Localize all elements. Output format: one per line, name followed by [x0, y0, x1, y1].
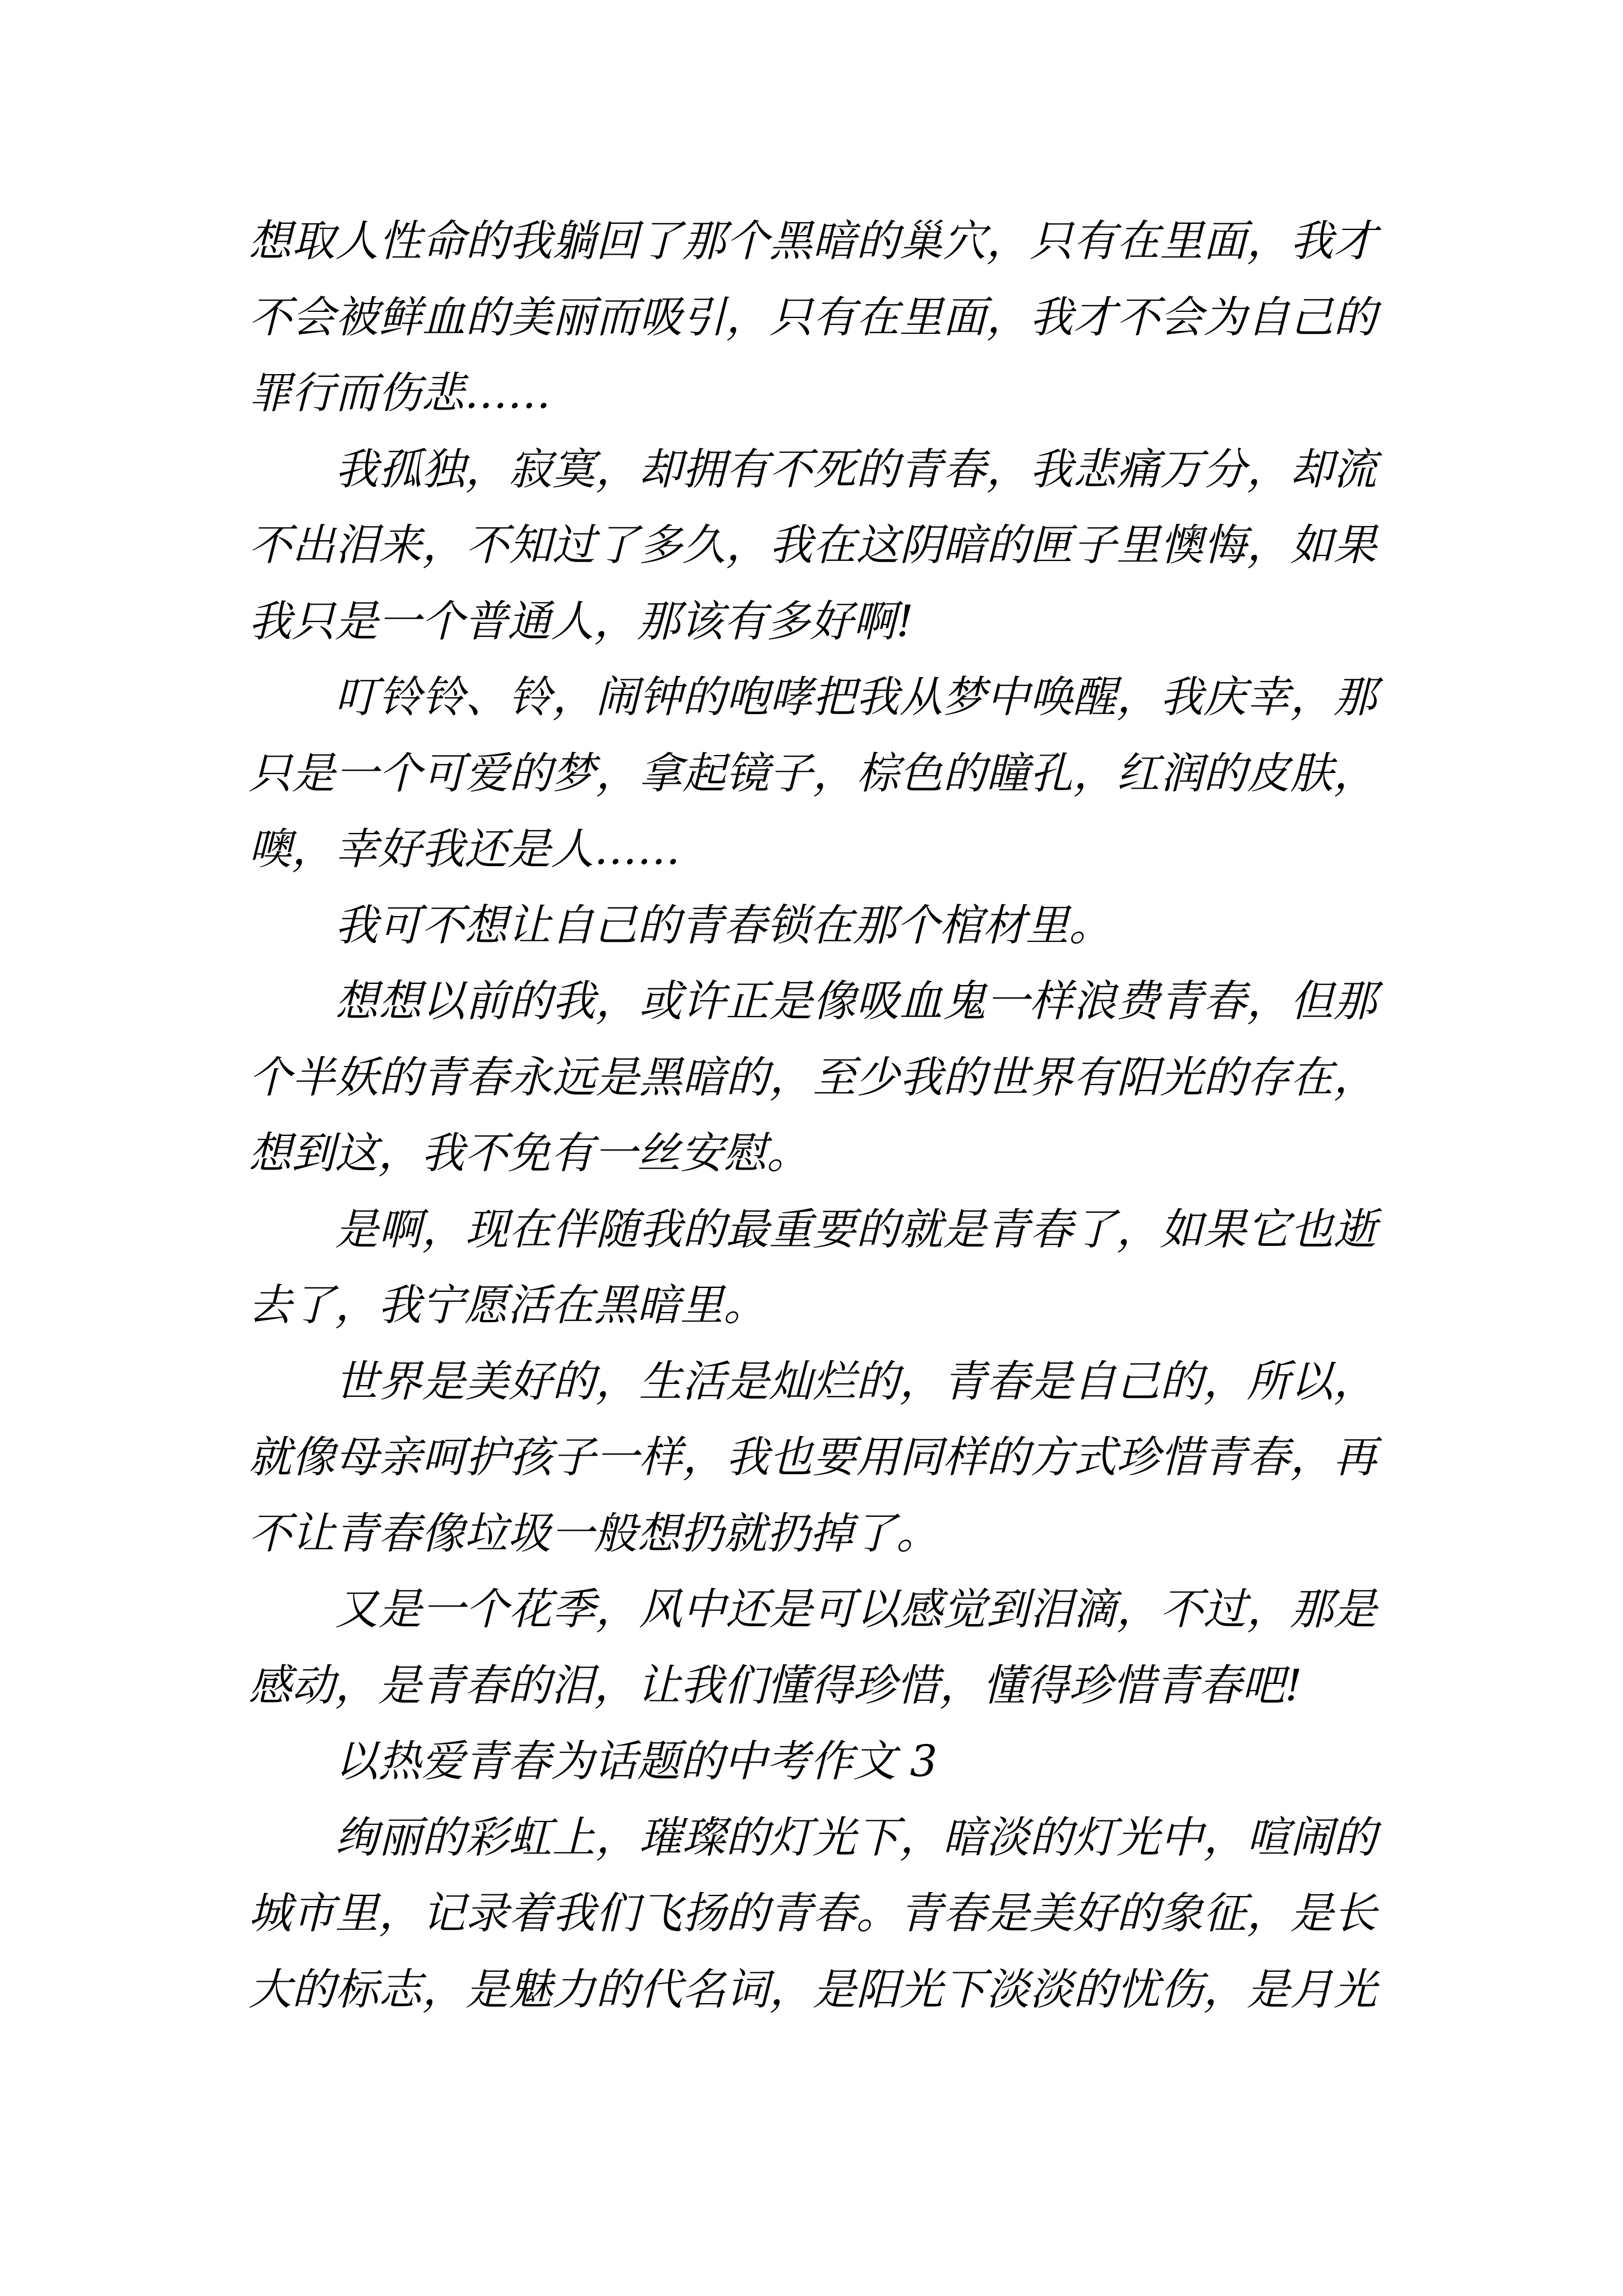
text-line: 去了，我宁愿活在黑暗里。: [248, 1281, 767, 1331]
text-line: 我可不想让自己的青春锁在那个棺材里。: [335, 900, 1112, 951]
text-line: 不 出 泪 来 ， 不 知 过 了 多 久 ， 我 在 这 阴 暗 的 匣 子 里 懊 悔 ， 如 果: [248, 521, 1377, 570]
text-line: 就 像 母 亲 呵 护 孩 子 一 样 ， 我 也 要 用 同 样 的 方 式 珍 惜 青 春 ， 再: [248, 1433, 1377, 1483]
essay-text-block: [248, 204, 1377, 2028]
text-line: 感动，是青春的泪，让我们懂得珍惜，懂得珍惜青春吧!: [248, 1660, 1302, 1711]
text-line: 我 孤 独 ， 寂 寞 ， 却 拥 有 不 死 的 青 春 ， 我 悲 痛 万 分 ， 却 流: [335, 444, 1377, 495]
text-line: 我只是一个普通人，那该有多好啊!: [248, 596, 914, 647]
section-title-line: 以热爱青春为话题的中考作文 3: [335, 1737, 938, 1787]
text-line: 个 半 妖 的 青 春 永 远 是 黑 暗 的 ， 至 少 我 的 世 界 有 阳 光 的 存 在 ，: [248, 1052, 1377, 1103]
text-line: 想到这，我不免有一丝安慰。: [248, 1129, 810, 1179]
text-line: 叮 铃 铃 、 铃 ， 闹 钟 的 咆 哮 把 我 从 梦 中 唤 醒 ， 我 庆 幸 ， 那: [335, 673, 1377, 723]
text-line: 又 是 一 个 花 季 ， 风 中 还 是 可 以 感 觉 到 泪 滴 ， 不 过 ， 那 是: [335, 1585, 1377, 1635]
text-line: 不 会 被 鲜 血 的 美 丽 而 吸 引 ， 只 有 在 里 面 ， 我 才 不 会 为 自 己 的: [248, 292, 1377, 343]
text-line: 城 市 里 ， 记 录 着 我 们 飞 扬 的 青 春 。 青 春 是 美 好 的 象 征 ， 是 长: [248, 1889, 1377, 1939]
text-line: 想 取 人 性 命 的 我 躺 回 了 那 个 黑 暗 的 巢 穴 ， 只 有 在 里 面 ， 我 才: [248, 217, 1377, 266]
text-line: 噢，幸好我还是人……: [248, 825, 680, 875]
text-line: 绚 丽 的 彩 虹 上 ， 璀 璨 的 灯 光 下 ， 暗 淡 的 灯 光 中 ， 喧 闹 的: [335, 1812, 1377, 1863]
text-line: 只 是 一 个 可 爱 的 梦 ， 拿 起 镜 子 ， 棕 色 的 瞳 孔 ， 红 润 的 皮 肤 ，: [248, 748, 1377, 799]
text-line: 世 界 是 美 好 的 ， 生 活 是 灿 烂 的 ， 青 春 是 自 己 的 ， 所 以 ，: [335, 1356, 1377, 1407]
text-line: 大 的 标 志 ， 是 魅 力 的 代 名 词 ， 是 阳 光 下 淡 淡 的 忧 伤 ， 是 月 光: [248, 1964, 1377, 2015]
text-line: 不让青春像垃圾一般想扔就扔掉了。: [248, 1508, 939, 1559]
text-line: 想 想 以 前 的 我 ， 或 许 正 是 像 吸 血 鬼 一 样 浪 费 青 春 ， 但 那: [335, 977, 1377, 1027]
text-line: 是 啊 ， 现 在 伴 随 我 的 最 重 要 的 就 是 青 春 了 ， 如 果 它 也 逝: [335, 1204, 1377, 1255]
text-line: 罪行而伤悲……: [248, 369, 551, 418]
